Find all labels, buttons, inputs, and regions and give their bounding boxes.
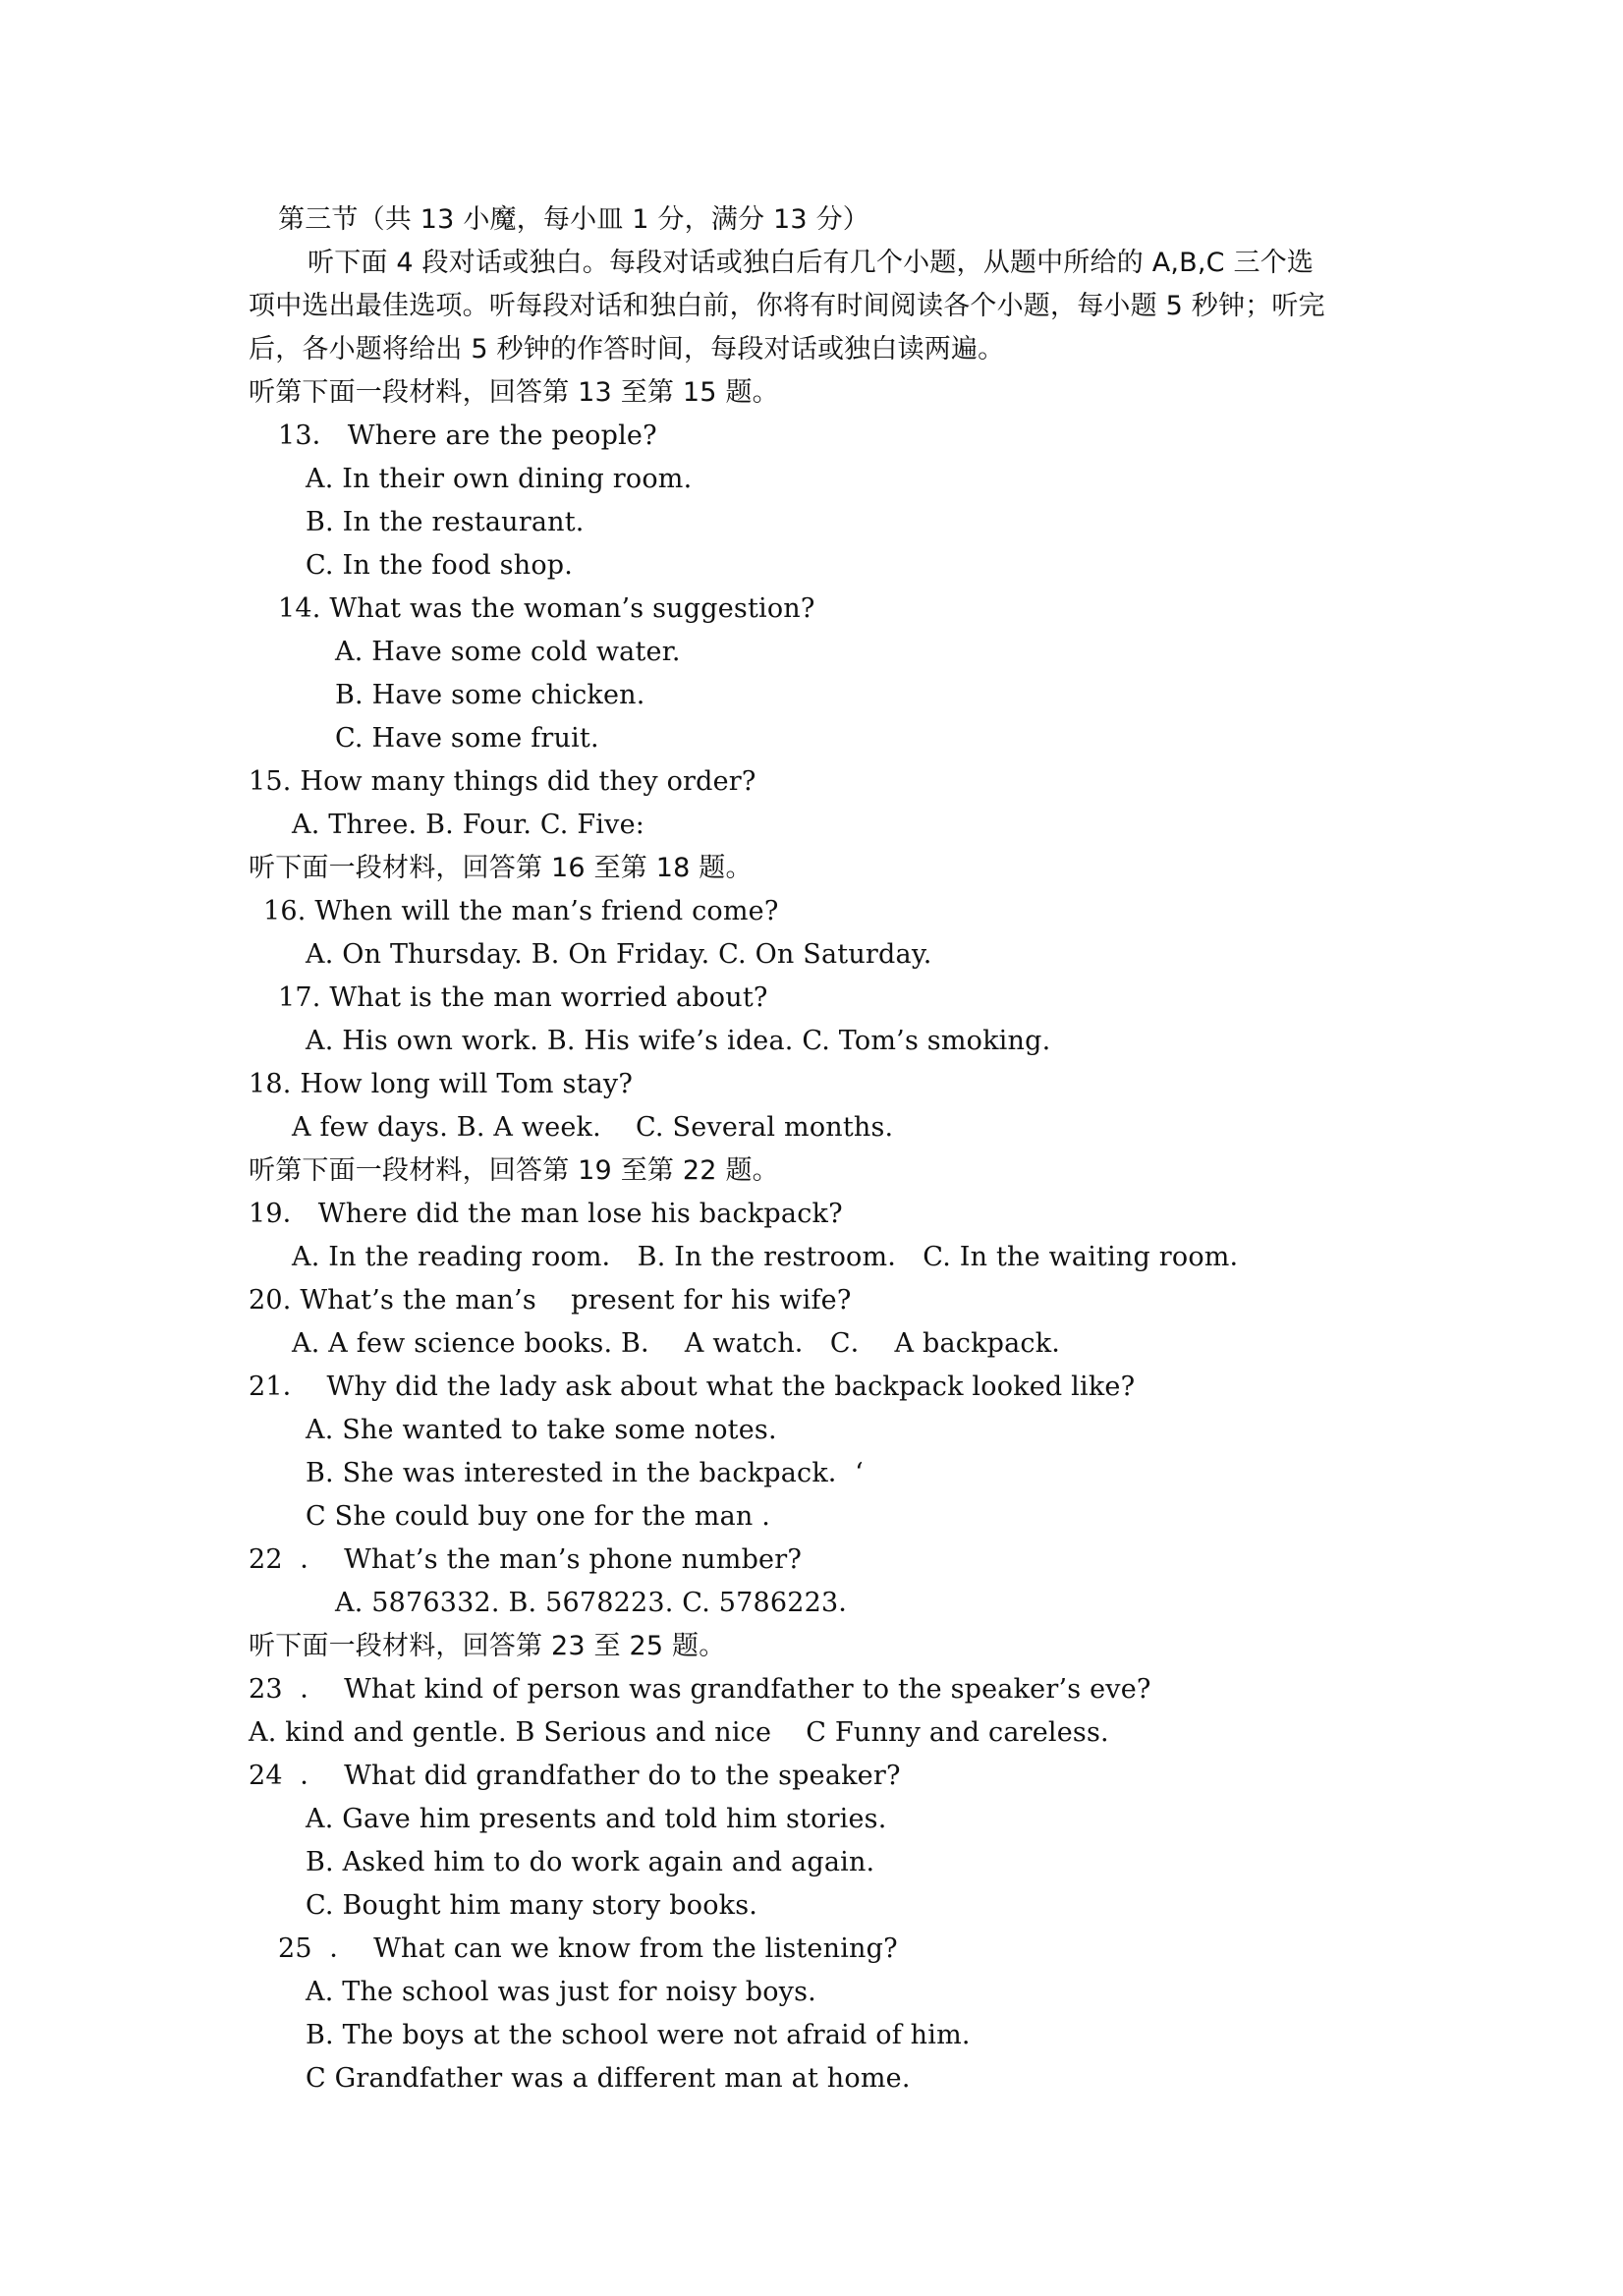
instructions-line-2: 项中选出最佳选项。听每段对话和独白前，你将有时间阅读各个小题，每小题 5 秒钟；听完 [249, 291, 1325, 321]
answer-option: A. kind and gentle. B Serious and nice C Funny and careless. [249, 1717, 1109, 1748]
answer-option: A. His own work. B. His wife’s idea. C. Tom’s smoking. [306, 1026, 1051, 1056]
group-intro: 听下面一段材料，回答第 16 至第 18 题。 [249, 853, 753, 883]
question-stem: 13． Where are the people? [278, 420, 657, 451]
instructions-line-3: 后，各小题将给出 5 秒钟的作答时间，每段对话或独白读两遍。 [249, 334, 1005, 364]
question-stem: 16. When will the man’s friend come? [263, 896, 779, 926]
answer-option: A few days. B. A week. C. Several months. [292, 1112, 894, 1143]
answer-option: B. She was interested in the backpack．‘ [306, 1458, 864, 1488]
question-stem: 20. What’s the man’s present for his wife? [249, 1285, 852, 1316]
answer-option: C She could buy one for the man . [306, 1501, 771, 1532]
answer-option: A. 5876332. B. 5678223. C. 5786223． [335, 1588, 866, 1618]
group-intro: 听第下面一段材料，回答第 19 至第 22 题。 [249, 1155, 779, 1186]
question-stem: 19． Where did the man lose his backpack? [249, 1199, 843, 1229]
group-intro: 听第下面一段材料，回答第 13 至第 15 题。 [249, 377, 779, 408]
question-stem: 23 ． What kind of person was grandfather to the speaker’s eve? [249, 1674, 1151, 1705]
answer-option: C. Bought him many story books. [306, 1890, 758, 1921]
question-stem: 15. How many things did they order? [249, 766, 756, 797]
answer-option: A. On Thursday. B. On Friday. C. On Saturday. [306, 939, 932, 970]
section-heading: 第三节（共 13 小魔，每小皿 1 分，满分 13 分） [278, 204, 869, 235]
answer-option: C. In the food shop. [306, 550, 574, 581]
answer-option: A. Have some cold water. [335, 637, 681, 667]
answer-option: C Grandfather was a different man at home. [306, 2063, 911, 2094]
instructions-line-1: 听下面 4 段对话或独白。每段对话或独白后有几个小题，从题中所给的 A,B,C 三个选 [308, 248, 1315, 278]
answer-option: B. Asked him to do work again and again. [306, 1847, 875, 1877]
answer-option: C. Have some fruit. [335, 723, 599, 754]
answer-option: A. Gave him presents and told him stories. [306, 1804, 887, 1834]
answer-option: B. Have some chicken. [335, 680, 645, 710]
answer-option: A. A few science books. B． A watch． C． A backpack． [292, 1328, 1079, 1359]
question-stem: 18. How long will Tom stay? [249, 1069, 634, 1099]
answer-option: A. In their own dining room. [306, 464, 693, 494]
group-intro: 听下面一段材料，回答第 23 至 25 题。 [249, 1631, 726, 1661]
question-stem: 25 ． What can we know from the listening? [278, 1933, 898, 1964]
question-stem: 14. What was the woman’s suggestion? [278, 593, 815, 624]
answer-option: A. She wanted to take some notes. [306, 1415, 777, 1445]
answer-option: A. Three. B. Four. C. Five: [292, 810, 645, 840]
answer-option: B. The boys at the school were not afraid of him. [306, 2020, 971, 2050]
question-stem: 22 ． What’s the man’s phone number? [249, 1544, 803, 1575]
answer-option: B. In the restaurant. [306, 507, 585, 537]
question-stem: 17. What is the man worried about? [278, 982, 768, 1013]
answer-option: A. In the reading room． B. In the restroom． C. In the waiting room． [292, 1242, 1257, 1272]
answer-option: A. The school was just for noisy boys. [306, 1977, 816, 2007]
question-stem: 21． Why did the lady ask about what the backpack looked like? [249, 1372, 1136, 1402]
question-stem: 24 ． What did grandfather do to the speaker? [249, 1761, 901, 1791]
